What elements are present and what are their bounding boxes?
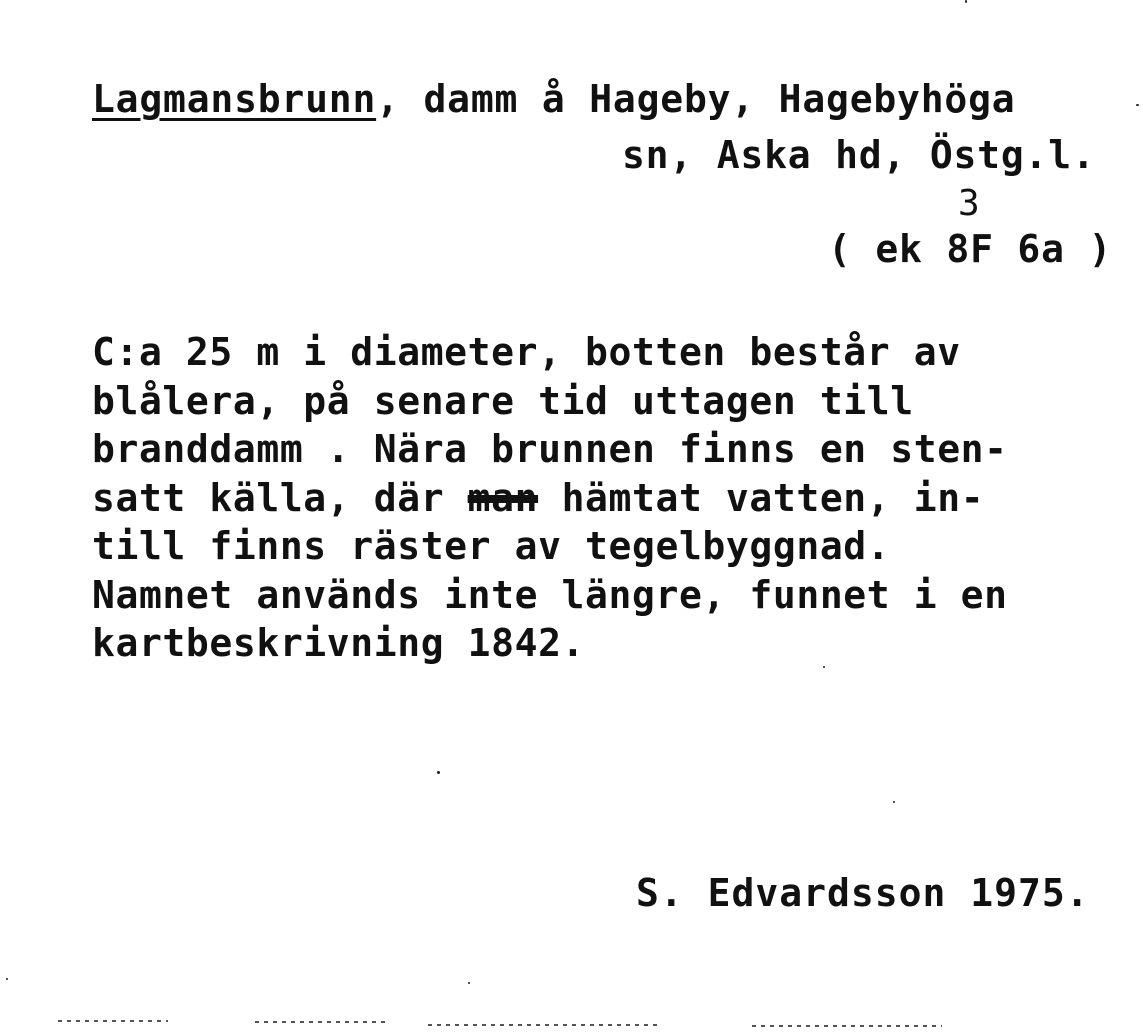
scan-speck	[437, 771, 440, 774]
body-line: C:a 25 m i diameter, botten består av	[92, 330, 961, 374]
struck-out-word: man	[467, 475, 539, 520]
scan-speck	[965, 0, 967, 3]
body-line-start: satt källa, där	[92, 475, 468, 520]
scan-speck	[823, 666, 825, 668]
card-body	[92, 328, 1132, 668]
body-line: branddamm . Nära brunnen finns en sten-	[92, 427, 1008, 471]
place-name-title: Lagmansbrunn	[92, 77, 377, 121]
county-superscript: 3	[958, 183, 981, 224]
scan-edge-line	[58, 1020, 168, 1022]
scan-speck	[6, 978, 8, 980]
map-reference: ( ek 8F 6a )	[828, 227, 1113, 271]
body-line: till finns räster av tegelbyggnad.	[92, 524, 891, 568]
scan-speck	[468, 982, 470, 984]
place-description: , damm å Hageby, Hagebyhöga	[376, 77, 1016, 121]
author-signature: S. Edvardsson 1975.	[636, 871, 1090, 915]
header-line-2: sn, Aska hd, Östg.l.	[622, 133, 1096, 177]
body-line-end: hämtat vatten, in-	[538, 475, 985, 520]
scan-edge-line	[255, 1021, 390, 1023]
scan-edge-line	[752, 1025, 942, 1027]
body-line	[92, 474, 1132, 523]
body-line: blålera, på senare tid uttagen till	[92, 378, 914, 423]
header-line-1	[92, 77, 1016, 121]
scan-edge-line	[428, 1024, 658, 1026]
body-line: Namnet används inte längre, funnet i en	[92, 572, 1008, 617]
body-line: kartbeskrivning 1842.	[92, 621, 586, 665]
scan-speck	[893, 801, 895, 803]
scan-speck	[1136, 104, 1139, 106]
